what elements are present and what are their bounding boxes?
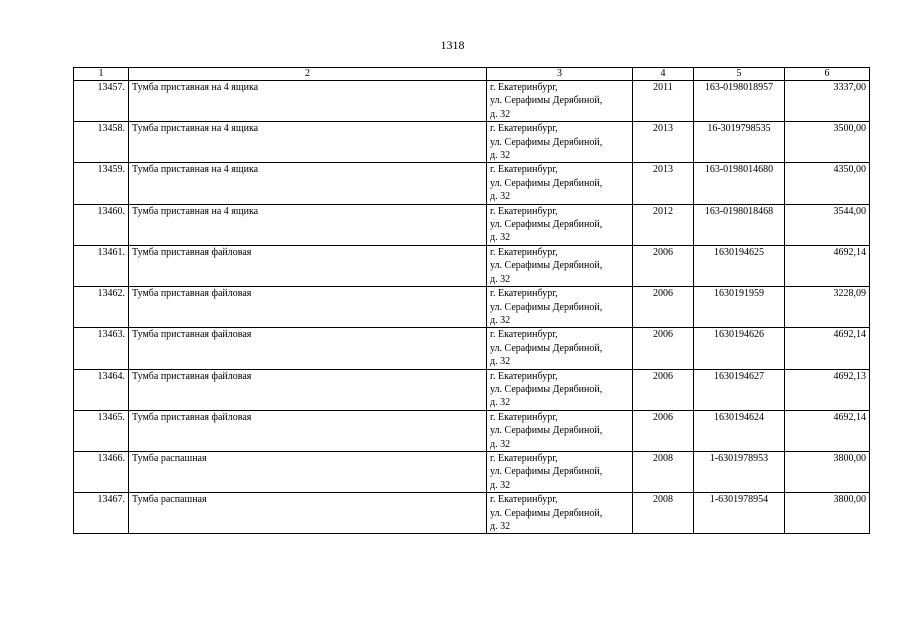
item-cost: 3800,00 [785,493,870,534]
item-name: Тумба приставная файловая [129,410,487,451]
item-name: Тумба распашная [129,451,487,492]
column-header-4: 4 [633,68,694,81]
address-city: г. Екатеринбург, [490,288,558,300]
address-city: г. Екатеринбург, [490,164,558,176]
item-year: 2008 [633,493,694,534]
item-name: Тумба приставная на 4 ящика [129,204,487,245]
item-address [487,287,633,328]
address-street: ул. Серафимы Дерябиной, [490,383,603,395]
address-street: ул. Серафимы Дерябиной, [490,95,603,107]
item-cost: 3500,00 [785,122,870,163]
address-house: д. 32 [490,191,511,203]
row-number: 13460. [74,204,129,245]
item-name: Тумба приставная файловая [129,287,487,328]
item-cost: 3544,00 [785,204,870,245]
item-address [487,163,633,204]
item-cost: 4350,00 [785,163,870,204]
column-header-6: 6 [785,68,870,81]
address-house: д. 32 [490,108,511,120]
address-house: д. 32 [490,521,511,532]
inventory-number: 163-0198018468 [694,204,785,245]
item-year: 2013 [633,122,694,163]
item-year: 2013 [633,163,694,204]
item-cost: 3337,00 [785,81,870,122]
item-address [487,204,633,245]
inventory-number: 1630194625 [694,245,785,286]
item-cost: 4692,14 [785,245,870,286]
address-city: г. Екатеринбург, [490,411,558,423]
item-year: 2006 [633,287,694,328]
address-house: д. 32 [490,438,511,450]
address-city: г. Екатеринбург, [490,246,558,258]
address-city: г. Екатеринбург, [490,205,558,217]
address-house: д. 32 [490,397,511,409]
table-row [74,287,870,328]
item-address [487,493,633,534]
item-address [487,369,633,410]
address-city: г. Екатеринбург, [490,370,558,382]
item-address [487,410,633,451]
item-cost: 3228,09 [785,287,870,328]
item-name: Тумба приставная файловая [129,245,487,286]
item-name: Тумба приставная на 4 ящика [129,122,487,163]
item-cost: 4692,14 [785,328,870,369]
address-street: ул. Серафимы Дерябиной, [490,425,603,437]
address-city: г. Екатеринбург, [490,452,558,464]
address-city: г. Екатеринбург, [490,329,558,341]
item-cost: 3800,00 [785,451,870,492]
table-row [74,81,870,122]
row-number: 13459. [74,163,129,204]
table-row [74,245,870,286]
inventory-number: 1-6301978953 [694,451,785,492]
address-street: ул. Серафимы Дерябиной, [490,342,603,354]
inventory-number: 1630191959 [694,287,785,328]
table-row [74,122,870,163]
table-row [74,369,870,410]
item-year: 2006 [633,245,694,286]
address-house: д. 32 [490,150,511,162]
address-street: ул. Серафимы Дерябиной, [490,136,603,148]
table-row [74,328,870,369]
item-address [487,122,633,163]
inventory-number: 163-0198018957 [694,81,785,122]
column-header-3: 3 [487,68,633,81]
row-number: 13461. [74,245,129,286]
item-name: Тумба приставная на 4 ящика [129,81,487,122]
table-row [74,493,870,534]
address-street: ул. Серафимы Дерябиной, [490,219,603,231]
item-address [487,451,633,492]
address-house: д. 32 [490,232,511,244]
item-cost: 4692,14 [785,410,870,451]
column-header-1: 1 [74,68,129,81]
item-year: 2006 [633,410,694,451]
row-number: 13467. [74,493,129,534]
row-number: 13465. [74,410,129,451]
table-row [74,163,870,204]
address-street: ул. Серафимы Дерябиной, [490,507,603,519]
row-number: 13457. [74,81,129,122]
address-city: г. Екатеринбург, [490,494,558,506]
registry-table [73,67,870,534]
address-street: ул. Серафимы Дерябиной, [490,301,603,313]
table-row [74,204,870,245]
address-city: г. Екатеринбург, [490,82,558,93]
item-year: 2011 [633,81,694,122]
page-number: 1318 [440,38,465,52]
item-year: 2008 [633,451,694,492]
table-row [74,451,870,492]
address-street: ул. Серафимы Дерябиной, [490,177,603,189]
address-house: д. 32 [490,314,511,326]
column-header-2: 2 [129,68,487,81]
address-house: д. 32 [490,356,511,368]
item-year: 2006 [633,328,694,369]
item-year: 2006 [633,369,694,410]
inventory-number: 16-3019798535 [694,122,785,163]
inventory-number: 1630194627 [694,369,785,410]
item-name: Тумба приставная файловая [129,369,487,410]
address-street: ул. Серафимы Дерябиной, [490,466,603,478]
table-header-row [74,68,870,81]
item-address [487,245,633,286]
item-address [487,328,633,369]
item-year: 2012 [633,204,694,245]
item-name: Тумба приставная файловая [129,328,487,369]
row-number: 13462. [74,287,129,328]
row-number: 13458. [74,122,129,163]
column-header-5: 5 [694,68,785,81]
row-number: 13464. [74,369,129,410]
inventory-number: 1630194624 [694,410,785,451]
address-house: д. 32 [490,273,511,285]
item-name: Тумба распашная [129,493,487,534]
address-house: д. 32 [490,479,511,491]
address-street: ул. Серафимы Дерябиной, [490,260,603,272]
item-address [487,81,633,122]
item-cost: 4692,13 [785,369,870,410]
address-city: г. Екатеринбург, [490,123,558,135]
table-row [74,410,870,451]
inventory-number: 1-6301978954 [694,493,785,534]
inventory-number: 163-0198014680 [694,163,785,204]
table-body [74,81,870,534]
item-name: Тумба приставная на 4 ящика [129,163,487,204]
row-number: 13463. [74,328,129,369]
row-number: 13466. [74,451,129,492]
inventory-number: 1630194626 [694,328,785,369]
